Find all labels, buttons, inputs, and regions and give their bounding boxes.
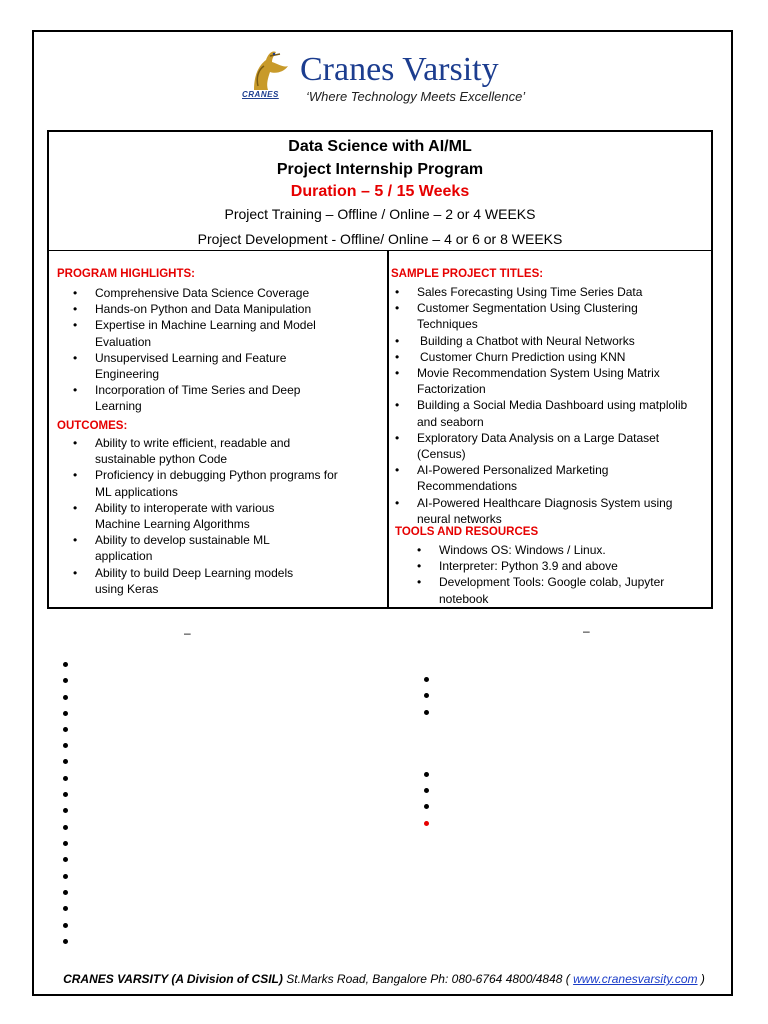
logo-mark-text: CRANES (242, 90, 279, 99)
bullet-icon (63, 678, 68, 683)
bullet-icon: • (417, 559, 422, 574)
list-item: • Sales Forecasting Using Time Series Data (395, 285, 643, 299)
bullet-icon: • (73, 533, 78, 548)
project-training-line: Project Training – Offline / Online – 2 or 4 WEEKS (224, 206, 536, 222)
bullet-icon: • (73, 383, 78, 398)
list-item: • Building a Social Media Dashboard using matplolib and seaborn (395, 398, 688, 429)
bullet-icon: • (73, 436, 78, 450)
bullet-icon: • (395, 463, 400, 478)
bullet-icon: • (395, 495, 400, 510)
highlights-list (73, 285, 355, 415)
bullet-icon (63, 759, 68, 764)
bullet-icon (63, 695, 68, 700)
bullet-icon (63, 857, 68, 862)
bullet-icon: • (73, 565, 78, 580)
bullet-icon: • (73, 286, 78, 300)
bullet-icon: • (395, 398, 400, 413)
brand-tagline: ‘Where Technology Meets Excellence’ (306, 89, 526, 104)
list-item: • Customer Segmentation Using Clustering Techniques (395, 301, 638, 332)
bullet-icon (424, 677, 429, 682)
bullet-icon (63, 923, 68, 928)
bullet-icon (63, 808, 68, 813)
program-subtitle: Project Internship Program (276, 161, 484, 178)
program-box (47, 130, 713, 609)
bullet-icon (424, 710, 429, 715)
bullet-icon: • (73, 302, 78, 317)
tools-list (417, 542, 707, 607)
bullet-icon: • (73, 468, 78, 483)
program-title: Data Science with AI/ML (288, 138, 472, 155)
bullet-icon: • (395, 333, 400, 348)
bullet-icon (424, 804, 429, 809)
bullet-icon: • (395, 366, 400, 381)
bullet-icon (424, 693, 429, 698)
bullet-icon (63, 792, 68, 797)
list-item: • Ability to interoperate with various Machine Learning Algorithms (73, 500, 275, 532)
bullet-icon: • (417, 575, 422, 590)
bullet-icon: • (395, 349, 400, 364)
bullet-icon (63, 841, 68, 846)
bullet-icon: • (73, 500, 78, 515)
bullet-icon (63, 743, 68, 748)
dash-mark-left: – (184, 626, 191, 640)
list-item: • Proficiency in debugging Python programs for ML applications (73, 468, 338, 499)
projects-list (395, 284, 707, 527)
list-item: • AI-Powered Healthcare Diagnosis System using neural networks (395, 495, 673, 526)
project-development-line: Project Development - Offline/ Online – 4 or 6 or 8 WEEKS (197, 231, 563, 247)
website-link[interactable]: www.cranesvarsity.com (573, 972, 698, 986)
list-item: • Development Tools: Google colab, Jupyter notebook (417, 575, 665, 606)
outcomes-list (73, 435, 355, 597)
column-divider (387, 251, 389, 607)
bullet-icon (63, 711, 68, 716)
list-item: • Customer Churn Prediction using KNN (395, 349, 626, 364)
bullet-icon (63, 939, 68, 944)
bullet-icon (63, 890, 68, 895)
list-item: • Ability to write efficient, readable and sustainable python Code (73, 436, 291, 467)
list-item: • Movie Recommendation System Using Matrix Factorization (395, 366, 660, 397)
bullet-icon: • (395, 285, 400, 299)
list-item: • Interpreter: Python 3.9 and above (417, 559, 618, 574)
bullet-icon (424, 821, 429, 826)
bullet-icon (63, 825, 68, 830)
list-item: • Unsupervised Learning and Feature Engineering (73, 350, 287, 382)
footer-address: St.Marks Road, Bangalore Ph: 080-6764 4800/4848 ( (282, 972, 574, 986)
bullet-icon (63, 727, 68, 732)
program-duration: Duration – 5 / 15 Weeks (290, 183, 470, 200)
bullet-icon (63, 906, 68, 911)
bullet-icon (424, 772, 429, 777)
list-item: • Windows OS: Windows / Linux. (417, 543, 606, 557)
list-item: • Expertise in Machine Learning and Model Evaluation (73, 318, 316, 349)
bullet-icon (63, 776, 68, 781)
bullet-icon: • (395, 301, 400, 316)
projects-heading: SAMPLE PROJECT TITLES: (391, 268, 544, 280)
bullet-icon (424, 788, 429, 793)
list-item: • Hands-on Python and Data Manipulation (73, 302, 312, 317)
brand-name: Cranes Varsity (300, 51, 499, 88)
list-item: • Exploratory Data Analysis on a Large Dataset (Census) (395, 430, 660, 462)
footer (0, 972, 768, 986)
bullet-icon: • (73, 350, 78, 365)
tools-heading: TOOLS AND RESOURCES (395, 526, 539, 538)
bullet-icon (63, 662, 68, 667)
list-item: • Building a Chatbot with Neural Networks (395, 333, 635, 348)
list-item: • Comprehensive Data Science Coverage (73, 286, 310, 300)
bullet-icon: • (73, 318, 78, 333)
bullet-icon: • (417, 543, 422, 557)
footer-org: CRANES VARSITY (A Division of CSIL) (63, 972, 283, 986)
dash-mark-right: – (583, 624, 590, 638)
crane-bird-logo-icon (244, 46, 290, 92)
list-item: • Ability to build Deep Learning models using Keras (73, 565, 294, 596)
list-item: • Ability to develop sustainable ML application (73, 533, 270, 564)
outcomes-heading: OUTCOMES: (57, 420, 128, 432)
highlights-heading: PROGRAM HIGHLIGHTS: (57, 268, 195, 280)
title-block (49, 132, 711, 251)
list-item: • AI-Powered Personalized Marketing Recommendations (395, 463, 609, 494)
list-item: • Incorporation of Time Series and Deep Learning (73, 383, 301, 414)
bullet-icon (63, 874, 68, 879)
footer-close: ) (697, 972, 705, 986)
bullet-icon: • (395, 430, 400, 445)
